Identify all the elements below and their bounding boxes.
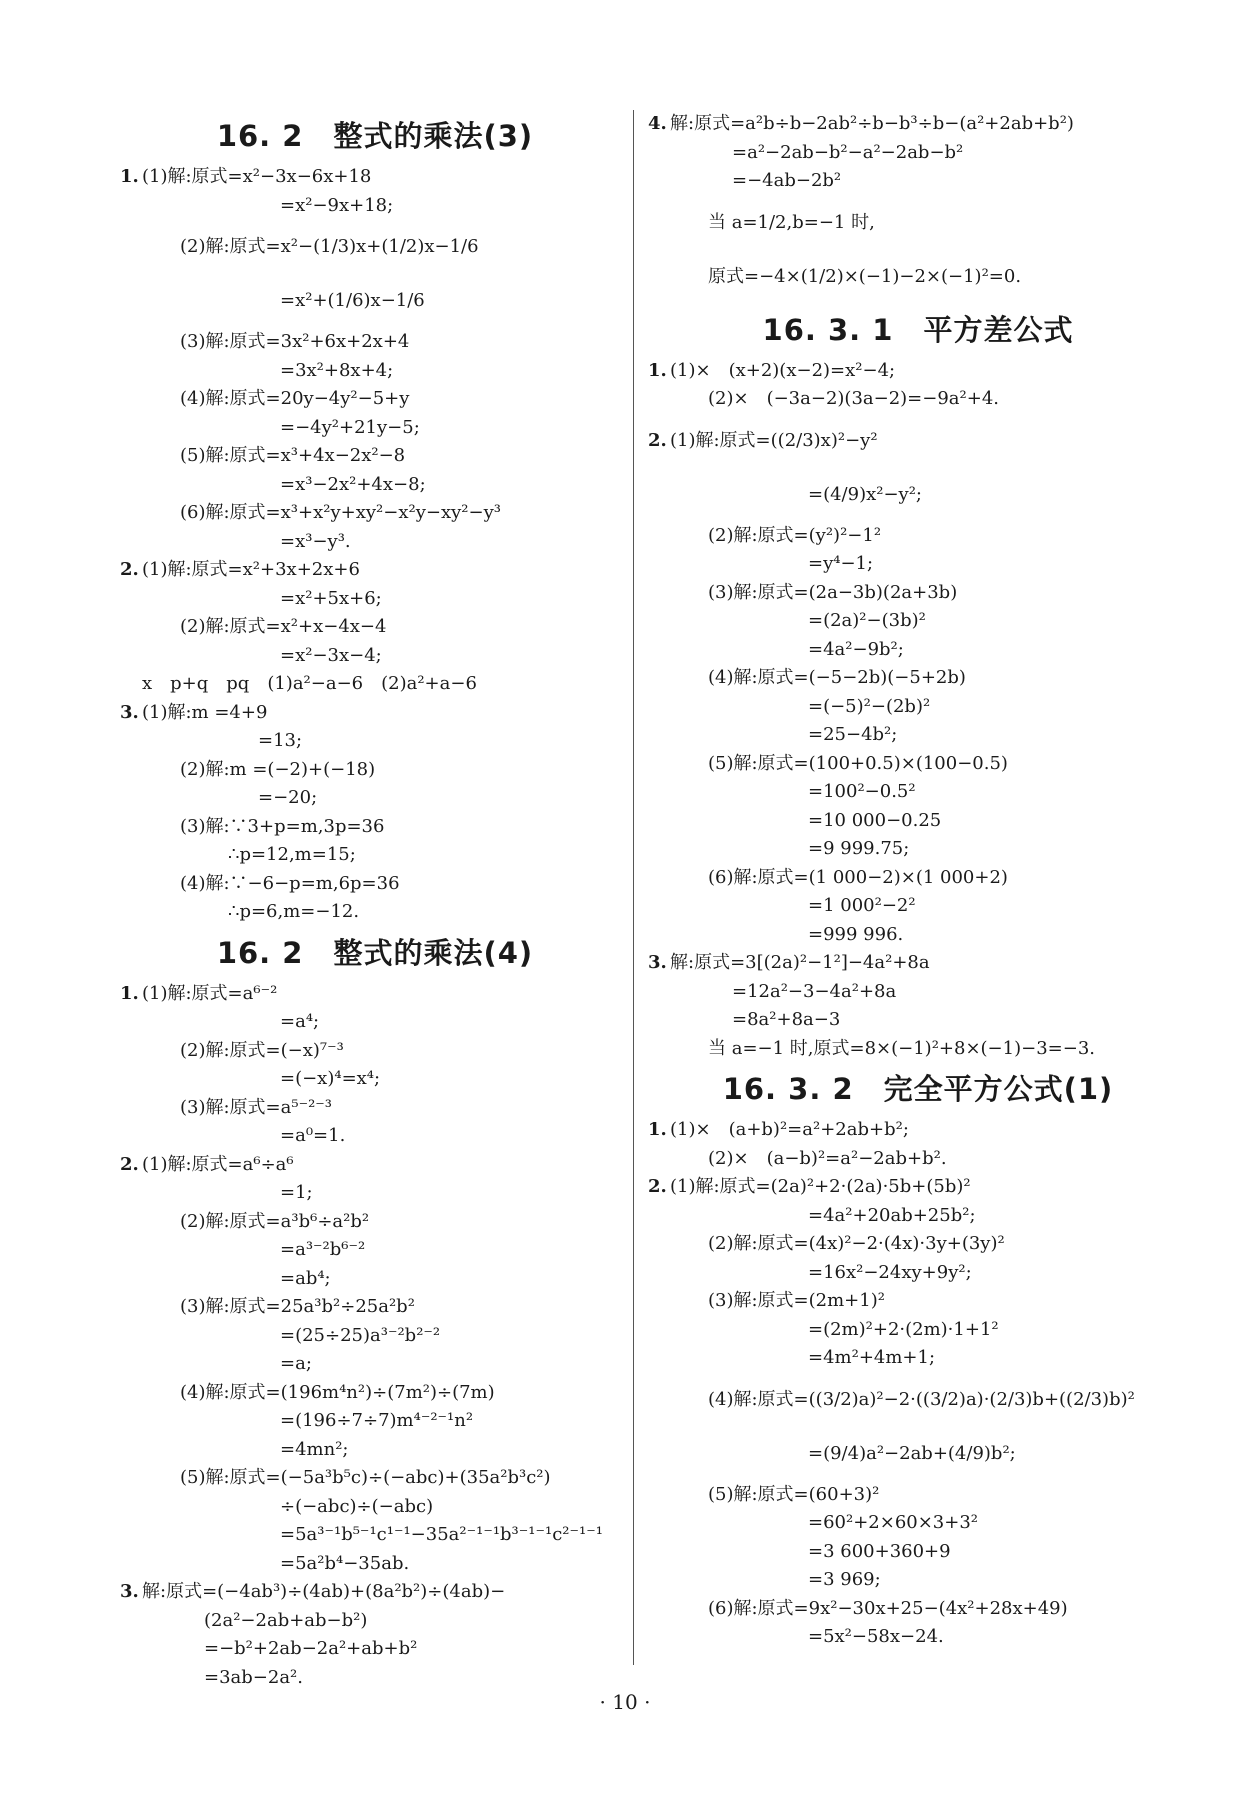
answer-line	[120, 528, 630, 557]
answer-text: =9 999.75;	[808, 838, 910, 859]
answer-text: (1)解:原式=a⁶÷a⁶	[142, 1153, 294, 1175]
answer-text: =5a²b⁴−35ab.	[280, 1552, 410, 1574]
answer-text: =−20;	[258, 787, 318, 808]
column-divider	[633, 110, 634, 1665]
question-number: 2.	[120, 559, 139, 580]
answer-text: =−b²+2ab−2a²+ab+b²	[204, 1638, 418, 1659]
answer-line	[648, 1566, 1188, 1595]
answer-line	[120, 220, 630, 274]
answer-line	[648, 750, 1188, 779]
page-number: · 10 ·	[599, 1690, 651, 1714]
answer-text: =5a³⁻¹b⁵⁻¹c¹⁻¹−35a²⁻¹⁻¹b³⁻¹⁻¹c²⁻¹⁻¹	[280, 1524, 603, 1545]
answer-text: x p+q pq (1)a²−a−6 (2)a²+a−6	[142, 673, 477, 694]
answer-line	[648, 1116, 1188, 1145]
answer-line	[648, 550, 1188, 579]
answer-text: =(−5)²−(2b)²	[808, 695, 931, 717]
answer-text: 解:原式=a²b÷b−2ab²÷b−b³÷b−(a²+2ab+b²)	[670, 113, 1074, 134]
answer-text: =10 000−0.25	[808, 809, 942, 831]
answer-text: (2)解:原式=a³b⁶÷a²b²	[180, 1210, 370, 1232]
question-number: 1.	[648, 1119, 667, 1140]
answer-line	[648, 167, 1188, 196]
answer-text: (5)解:原式=x³+4x−2x²−8	[180, 445, 406, 466]
answer-line	[648, 1509, 1188, 1538]
answer-text: (3)解:原式=a⁵⁻²⁻³	[180, 1096, 333, 1118]
answer-line	[648, 607, 1188, 636]
section-title: 16. 3. 1 平方差公式	[762, 312, 1074, 347]
answer-line	[120, 499, 630, 528]
answer-text: (3)解:∵3+p=m,3p=36	[180, 815, 385, 837]
answer-text: (2)解:原式=x²+x−4x−4	[180, 616, 387, 637]
answer-line	[648, 636, 1188, 665]
answer-text: =(2a)²−(3b)²	[808, 610, 926, 631]
answer-line	[648, 1344, 1188, 1373]
answer-text: (4)解:原式=((3/2)a)²−2·((3/2)a)·(2/3)b+((2/3)b)²	[708, 1388, 1135, 1410]
answer-line	[120, 1265, 630, 1294]
answer-text: =−4y²+21y−5;	[280, 416, 420, 438]
answer-line	[648, 1623, 1188, 1652]
answer-text: (1)解:原式=x²+3x+2x+6	[142, 559, 360, 580]
answer-text: (5)解:原式=(100+0.5)×(100−0.5)	[708, 752, 1008, 774]
answer-line	[120, 1008, 630, 1037]
answer-line	[648, 1316, 1188, 1345]
answer-line	[648, 414, 1188, 468]
answer-line	[120, 813, 630, 842]
answer-text: (5)解:原式=(−5a³b⁵c)÷(−abc)+(35a²b³c²)	[180, 1467, 551, 1488]
answer-text: =x²−9x+18;	[280, 194, 394, 216]
answer-text: =x³−2x²+4x−8;	[280, 473, 426, 495]
answer-text: (1)解:原式=x²−3x−6x+18	[142, 166, 372, 187]
answer-line	[648, 357, 1188, 386]
question-number: 2.	[120, 1153, 139, 1175]
answer-text: (6)解:原式=x³+x²y+xy²−x²y−xy²−y³	[180, 502, 501, 523]
answer-text: (1)解:m =4+9	[142, 701, 268, 723]
answer-text: (5)解:原式=(60+3)²	[708, 1483, 880, 1505]
answer-text: (4)解:原式=20y−4y²−5+y	[180, 388, 410, 409]
answer-line	[120, 585, 630, 614]
answer-text: =1;	[280, 1182, 313, 1203]
answer-line	[120, 1436, 630, 1465]
answer-text: (3)解:原式=3x²+6x+2x+4	[180, 331, 410, 352]
answer-text: =(−x)⁴=x⁴;	[280, 1068, 381, 1089]
answer-line	[648, 778, 1188, 807]
answer-line	[120, 841, 630, 870]
answer-line	[120, 898, 630, 927]
answer-line	[120, 442, 630, 471]
answer-text: (2a²−2ab+ab−b²)	[204, 1609, 368, 1631]
answer-text: =(4/9)x²−y²;	[808, 483, 922, 505]
answer-line	[120, 1094, 630, 1123]
answer-text: (1)解:原式=a⁶⁻²	[142, 982, 278, 1004]
question-number: 1.	[120, 166, 139, 187]
answer-line	[120, 414, 630, 443]
answer-line	[648, 196, 1188, 250]
answer-line	[648, 110, 1188, 139]
answer-text: =4a²−9b²;	[808, 638, 904, 660]
answer-text: =a;	[280, 1353, 312, 1374]
answer-line	[120, 870, 630, 899]
answer-line	[648, 1145, 1188, 1174]
answer-line	[648, 1035, 1188, 1064]
answer-line	[648, 921, 1188, 950]
answer-line	[120, 1607, 630, 1636]
answer-text: =x²+5x+6;	[280, 587, 382, 609]
answer-text: =60²+2×60×3+3²	[808, 1512, 979, 1533]
answer-line	[120, 613, 630, 642]
answer-line	[648, 1427, 1188, 1481]
answer-line	[120, 1179, 630, 1208]
answer-line	[648, 949, 1188, 978]
answer-line	[648, 579, 1188, 608]
answer-text: =3 600+360+9	[808, 1540, 951, 1562]
left-column	[120, 110, 630, 1692]
answer-text: (2)× (a−b)²=a²−2ab+b².	[708, 1147, 947, 1169]
answer-line	[648, 250, 1188, 304]
question-number: 4.	[648, 113, 667, 134]
answer-line	[648, 1287, 1188, 1316]
answer-line	[120, 1208, 630, 1237]
answer-line	[648, 1481, 1188, 1510]
section-title: 16. 2 整式的乘法(4)	[216, 935, 534, 970]
answer-text: =1 000²−2²	[808, 895, 916, 916]
section-title: 16. 2 整式的乘法(3)	[216, 119, 534, 153]
answer-line	[648, 139, 1188, 168]
answer-text: =x²−3x−4;	[280, 644, 382, 666]
answer-text: =999 996.	[808, 923, 904, 945]
answer-text: =x²+(1/6)x−1/6	[280, 290, 425, 311]
answer-line	[648, 1373, 1188, 1427]
answer-line	[120, 784, 630, 813]
answer-line	[120, 1293, 630, 1322]
answer-line	[120, 556, 630, 585]
answer-line	[648, 664, 1188, 693]
answer-text: 原式=−4×(1/2)×(−1)−2×(−1)²=0.	[708, 265, 1022, 287]
answer-text: (6)解:原式=(1 000−2)×(1 000+2)	[708, 866, 1008, 888]
answer-text: (3)解:原式=(2m+1)²	[708, 1290, 885, 1311]
answer-line	[120, 1350, 630, 1379]
question-number: 2.	[648, 1176, 667, 1197]
answer-text: =12a²−3−4a²+8a	[732, 980, 897, 1002]
answer-line	[120, 1236, 630, 1265]
answer-line	[648, 892, 1188, 921]
answer-text: =5x²−58x−24.	[808, 1626, 944, 1647]
answer-line	[120, 1493, 630, 1522]
answer-text: 解:原式=(−4ab³)÷(4ab)+(8a²b²)÷(4ab)−	[142, 1581, 506, 1602]
answer-text: =13;	[258, 730, 303, 751]
right-column	[648, 110, 1188, 1652]
answer-text: (4)解:∵−6−p=m,6p=36	[180, 872, 400, 894]
answer-line	[648, 1173, 1188, 1202]
answer-text: (6)解:原式=9x²−30x+25−(4x²+28x+49)	[708, 1597, 1068, 1619]
answer-line	[120, 1635, 630, 1664]
answer-text: 解:原式=3[(2a)²−1²]−4a²+8a	[670, 952, 930, 973]
answer-line	[648, 835, 1188, 864]
answer-text: =ab⁴;	[280, 1267, 331, 1289]
answer-text: =25−4b²;	[808, 724, 898, 745]
answer-text: (1)解:原式=(2a)²+2·(2a)·5b+(5b)²	[670, 1176, 971, 1197]
answer-line	[120, 1379, 630, 1408]
answer-text: (2)× (−3a−2)(3a−2)=−9a²+4.	[708, 388, 1000, 409]
answer-text: =3 969;	[808, 1569, 881, 1590]
question-number: 1.	[648, 359, 667, 381]
answer-line	[120, 699, 630, 728]
answer-line	[648, 1538, 1188, 1567]
answer-line	[648, 1230, 1188, 1259]
answer-text: (2)解:原式=(4x)²−2·(4x)·3y+(3y)²	[708, 1233, 1005, 1254]
answer-text: =3ab−2a².	[204, 1666, 303, 1688]
answer-text: =−4ab−2b²	[732, 170, 842, 191]
section-title: 16. 3. 2 完全平方公式(1)	[722, 1072, 1114, 1106]
answer-line	[648, 522, 1188, 551]
answer-line	[120, 1322, 630, 1351]
answer-line	[120, 642, 630, 671]
answer-line	[648, 1006, 1188, 1035]
answer-text: =(196÷7÷7)m⁴⁻²⁻¹n²	[280, 1410, 474, 1431]
answer-line	[648, 807, 1188, 836]
answer-line	[120, 1065, 630, 1094]
answer-line	[120, 163, 630, 192]
answer-line	[648, 864, 1188, 893]
answer-text: ÷(−abc)÷(−abc)	[280, 1495, 434, 1517]
answer-line	[648, 468, 1188, 522]
question-number: 3.	[120, 701, 139, 723]
answer-text: 当 a=1/2,b=−1 时,	[708, 211, 875, 233]
answer-text: (1)× (a+b)²=a²+2ab+b²;	[670, 1119, 909, 1140]
answer-text: ∴p=6,m=−12.	[228, 901, 360, 922]
answer-line	[648, 978, 1188, 1007]
answer-line	[120, 1464, 630, 1493]
answer-line	[120, 727, 630, 756]
answer-line	[120, 1151, 630, 1180]
answer-line	[648, 693, 1188, 722]
answer-line	[120, 357, 630, 386]
answer-text: =x³−y³.	[280, 530, 351, 552]
answer-line	[120, 471, 630, 500]
answer-line	[120, 1521, 630, 1550]
answer-line	[120, 274, 630, 328]
answer-line	[120, 192, 630, 221]
answer-line	[120, 1550, 630, 1579]
answer-text: =8a²+8a−3	[732, 1009, 841, 1030]
answer-line	[120, 980, 630, 1009]
answer-line	[648, 1595, 1188, 1624]
answer-text: (2)解:原式=(−x)⁷⁻³	[180, 1039, 344, 1061]
answer-text: =100²−0.5²	[808, 781, 916, 802]
answer-text: (2)解:原式=(y²)²−1²	[708, 524, 882, 546]
answer-line	[120, 385, 630, 414]
answer-text: =a³⁻²b⁶⁻²	[280, 1239, 366, 1260]
answer-line	[648, 721, 1188, 750]
answer-text: (1)× (x+2)(x−2)=x²−4;	[670, 359, 896, 381]
answer-line	[648, 385, 1188, 414]
answer-text: =4mn²;	[280, 1438, 349, 1460]
answer-text: (4)解:原式=(−5−2b)(−5+2b)	[708, 667, 966, 688]
answer-text: =3x²+8x+4;	[280, 359, 394, 381]
answer-text: =y⁴−1;	[808, 553, 874, 574]
answer-text: =4a²+20ab+25b²;	[808, 1204, 976, 1226]
answer-text: (1)解:原式=((2/3)x)²−y²	[670, 429, 878, 451]
answer-line	[120, 1407, 630, 1436]
answer-text: 当 a=−1 时,原式=8×(−1)²+8×(−1)−3=−3.	[708, 1037, 1095, 1059]
answer-text: =(25÷25)a³⁻²b²⁻²	[280, 1324, 441, 1346]
answer-text: =a⁰=1.	[280, 1125, 346, 1146]
answer-line	[120, 1037, 630, 1066]
question-number: 2.	[648, 429, 667, 451]
question-number: 3.	[648, 952, 667, 973]
answer-line	[120, 1578, 630, 1607]
answer-text: (2)解:原式=x²−(1/3)x+(1/2)x−1/6	[180, 236, 479, 257]
answer-text: (4)解:原式=(196m⁴n²)÷(7m²)÷(7m)	[180, 1381, 495, 1403]
answer-line	[120, 670, 630, 699]
answer-text: (3)解:原式=(2a−3b)(2a+3b)	[708, 581, 958, 603]
answer-text: =(9/4)a²−2ab+(4/9)b²;	[808, 1442, 1016, 1464]
answer-line	[120, 328, 630, 357]
question-number: 3.	[120, 1581, 139, 1602]
answer-text: (3)解:原式=25a³b²÷25a²b²	[180, 1296, 415, 1317]
answer-text: =a⁴;	[280, 1011, 320, 1032]
answer-line	[648, 1259, 1188, 1288]
answer-text: (2)解:m =(−2)+(−18)	[180, 758, 376, 780]
answer-text: =a²−2ab−b²−a²−2ab−b²	[732, 141, 964, 163]
question-number: 1.	[120, 982, 139, 1004]
answer-text: =4m²+4m+1;	[808, 1347, 936, 1368]
answer-text: =16x²−24xy+9y²;	[808, 1261, 972, 1283]
answer-text: =(2m)²+2·(2m)·1+1²	[808, 1318, 999, 1340]
answer-line	[648, 1202, 1188, 1231]
answer-text: ∴p=12,m=15;	[228, 844, 356, 865]
answer-line	[120, 1664, 630, 1693]
answer-line	[120, 1122, 630, 1151]
answer-line	[120, 756, 630, 785]
